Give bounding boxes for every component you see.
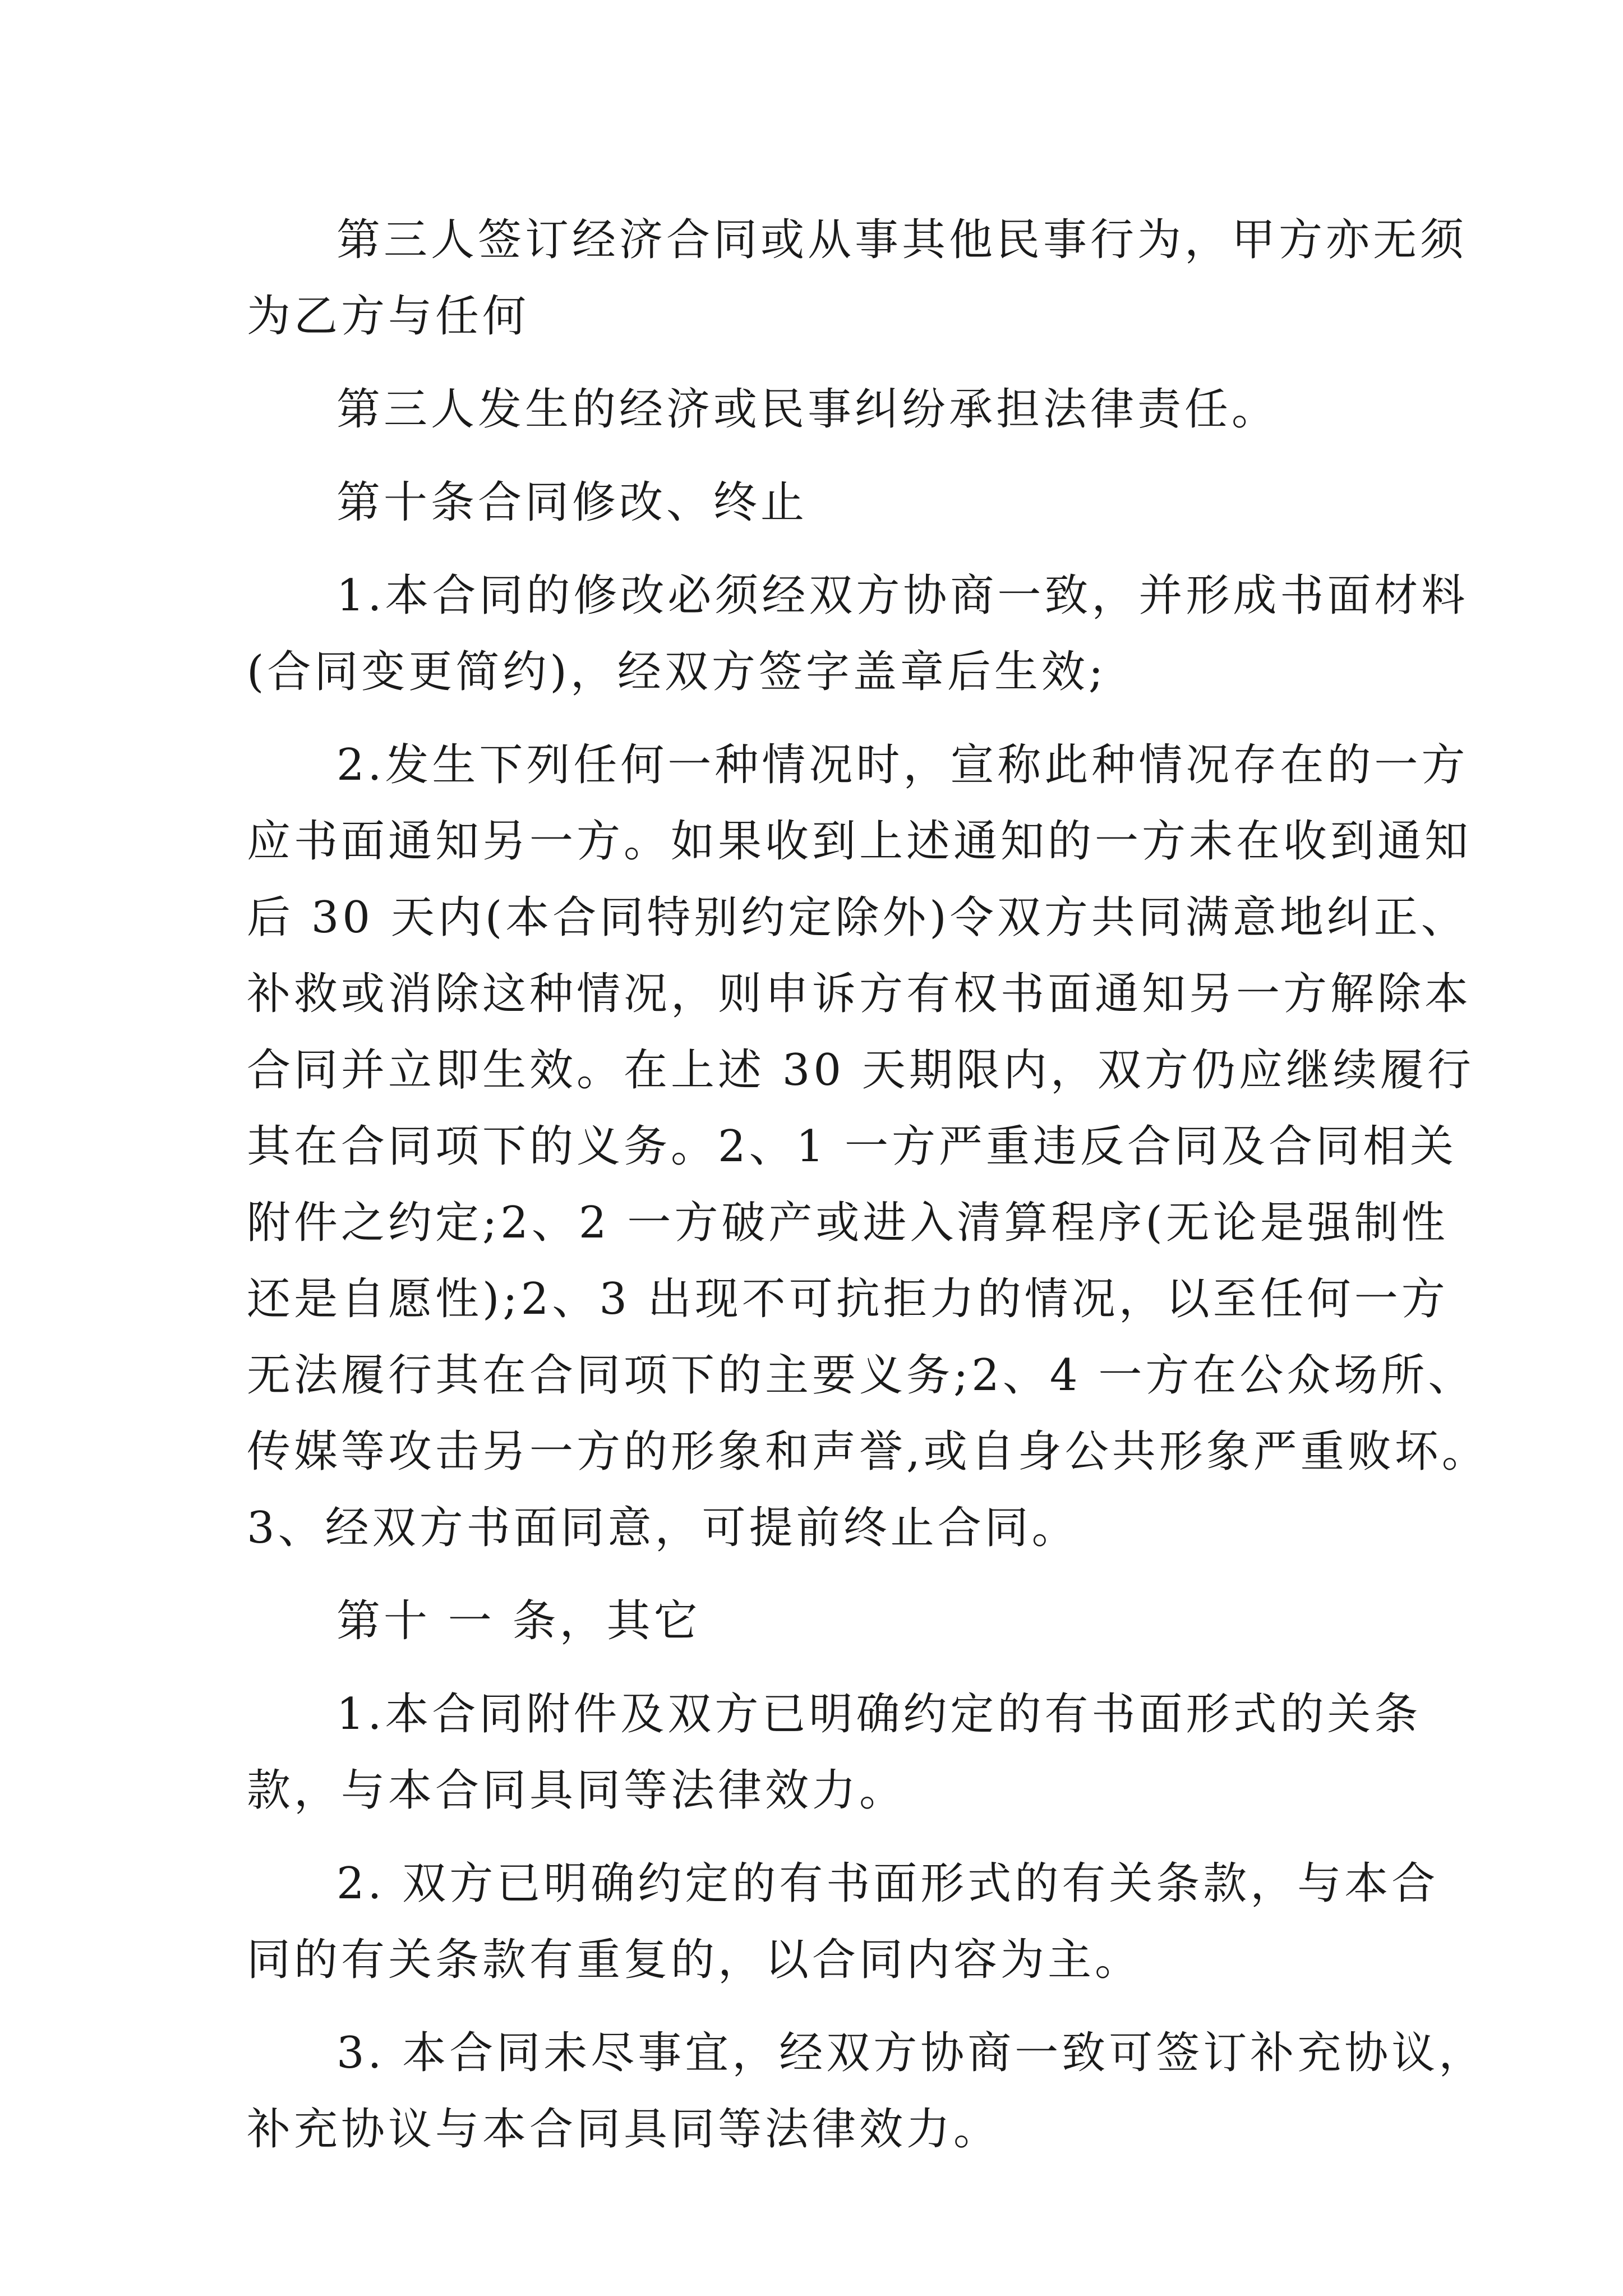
text-line: 应书面通知另一方。如果收到上述通知的一方未在收到通知: [247, 816, 1472, 867]
text-line: (合同变更简约)，经双方签字盖章后生效;: [247, 647, 1107, 697]
text-line: 1.本合同附件及双方已明确约定的有书面形式的关条: [336, 1689, 1422, 1740]
text-line: 第三人发生的经济或民事纠纷承担法律责任。: [336, 384, 1279, 435]
text-line: 2.发生下列任何一种情况时，宣称此种情况存在的一方: [336, 740, 1469, 790]
text-line: 合同并立即生效。在上述 30 天期限内，双方仍应继续履行: [247, 1045, 1474, 1096]
contract-text: [247, 202, 1489, 2168]
text-line: 还是自愿性);2、3 出现不可抗拒力的情况，以至任何一方: [247, 1274, 1449, 1324]
text-line: 补救或消除这种情况，则申诉方有权书面通知另一方解除本: [247, 969, 1472, 1019]
text-line: 补充协议与本合同具同等法律效力。: [247, 2104, 1001, 2155]
text-line: 2. 双方已明确约定的有书面形式的有关条款，与本合: [336, 1858, 1439, 1909]
text-line: 第三人签订经济合同或从事其他民事行为，甲方亦无须: [336, 215, 1468, 265]
text-line: 同的有关条款有重复的，以合同内容为主。: [247, 1935, 1142, 1985]
text-line: 3. 本合同未尽事宜，经双方协商一致可签订补充协议，: [336, 2028, 1486, 2078]
text-line: 为乙方与任何: [247, 291, 530, 342]
text-line: 后 30 天内(本合同特别约定除外)令双方共同满意地纠正、: [247, 892, 1468, 943]
section-heading: 第十 一 条，其它: [336, 1596, 701, 1646]
text-line: 款，与本合同具同等法律效力。: [247, 1765, 907, 1816]
text-line: 附件之约定;2、2 一方破产或进入清算程序(无论是强制性: [247, 1198, 1449, 1248]
text-line: 传媒等攻击另一方的形象和声誉,或自身公共形象严重败坏。: [247, 1427, 1489, 1477]
text-line: 1.本合同的修改必须经双方协商一致，并形成书面材料: [336, 570, 1469, 621]
text-line: 无法履行其在合同项下的主要义务;2、4 一方在公众场所、: [247, 1350, 1476, 1401]
section-heading: 第十条合同修改、终止: [336, 477, 808, 528]
text-line: 其在合同项下的义务。2、1 一方严重违反合同及合同相关: [247, 1121, 1458, 1172]
text-line: 3、经双方书面同意，可提前终止合同。: [247, 1503, 1079, 1553]
